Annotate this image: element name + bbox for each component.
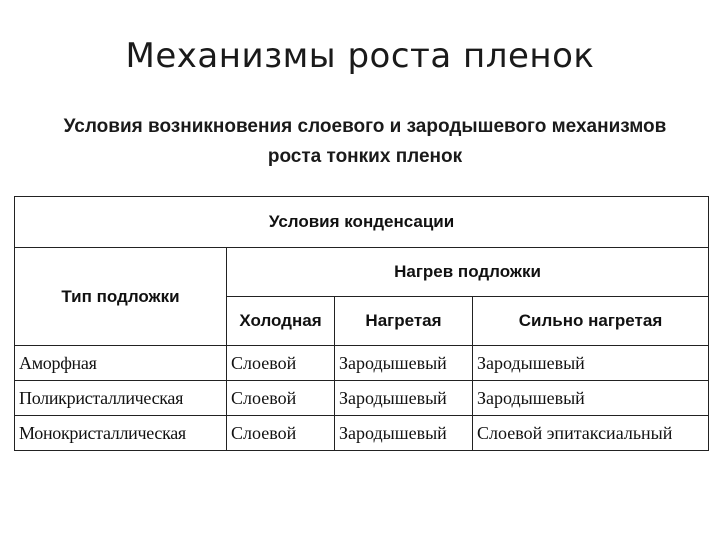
table-cell: Зародышевый [335, 416, 473, 451]
header-strongly-heated: Сильно нагретая [473, 297, 709, 346]
table-cell: Слоевой эпитаксиальный [473, 416, 709, 451]
header-cold: Холодная [227, 297, 335, 346]
table-header-row-conditions [15, 197, 709, 248]
table-row [15, 346, 709, 381]
table-row [15, 416, 709, 451]
header-substrate-type: Тип подложки [15, 248, 227, 346]
header-condensation-conditions: Условия конденсации [15, 197, 709, 248]
header-heated: Нагретая [335, 297, 473, 346]
growth-mechanism-table [14, 196, 709, 451]
table-cell: Зародышевый [335, 346, 473, 381]
table-cell: Зародышевый [473, 346, 709, 381]
row-label-amorphous: Аморфная [15, 346, 227, 381]
row-label-polycrystalline: Поликристаллическая [15, 381, 227, 416]
table-cell: Зародышевый [473, 381, 709, 416]
slide-title: Механизмы роста пленок [125, 36, 595, 76]
table-header-row-heating [15, 248, 709, 297]
table-cell: Слоевой [227, 416, 335, 451]
table-cell: Слоевой [227, 346, 335, 381]
table-cell: Слоевой [227, 381, 335, 416]
header-substrate-heating: Нагрев подложки [227, 248, 709, 297]
table-caption-line-2: роста тонких пленок [267, 146, 463, 167]
table-caption-line-1: Условия возникновения слоевого и зародышевого механизмов [63, 116, 667, 137]
table-caption [20, 112, 710, 172]
table-row [15, 381, 709, 416]
row-label-monocrystalline: Монокристаллическая [15, 416, 227, 451]
table-cell: Зародышевый [335, 381, 473, 416]
